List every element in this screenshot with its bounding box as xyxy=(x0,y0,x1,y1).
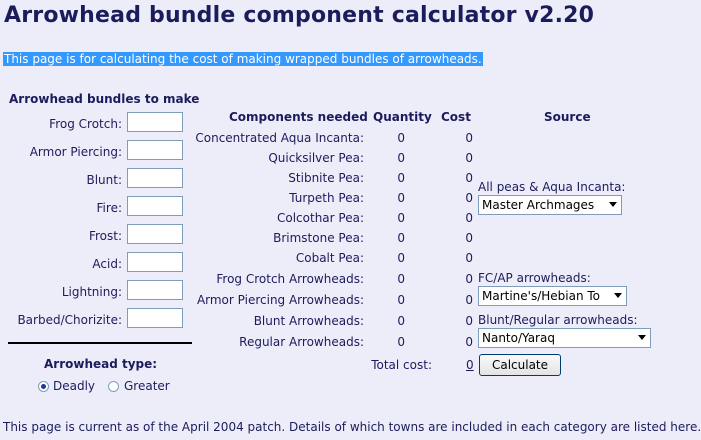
peas-source-label: All peas & Aqua Incanta: xyxy=(478,180,626,194)
frost-input[interactable] xyxy=(127,224,183,244)
component-name: Colcothar Pea: xyxy=(277,211,364,225)
footer-note xyxy=(3,420,701,434)
component-quantity: 0 xyxy=(397,231,405,245)
bundle-label-lightning: Lightning: xyxy=(61,285,122,299)
component-name: Brimstone Pea: xyxy=(273,231,364,245)
armor-piercing-input[interactable] xyxy=(127,140,183,160)
component-quantity: 0 xyxy=(397,191,405,205)
bundle-label-frog-crotch: Frog Crotch: xyxy=(49,117,122,131)
component-cost: 0 xyxy=(465,231,473,245)
component-cost: 0 xyxy=(465,131,473,145)
component-cost: 0 xyxy=(465,251,473,265)
peas-source-value: Master Archmages xyxy=(482,198,595,212)
component-quantity: 0 xyxy=(397,335,405,349)
greater-radio[interactable] xyxy=(108,381,119,392)
chevron-down-icon xyxy=(609,202,617,207)
component-quantity: 0 xyxy=(397,211,405,225)
component-name: Stibnite Pea: xyxy=(288,171,364,185)
total-cost-value[interactable]: 0 xyxy=(466,358,474,372)
arrowhead-type-heading: Arrowhead type: xyxy=(44,357,158,371)
blunt-input[interactable] xyxy=(127,168,183,188)
component-name: Frog Crotch Arrowheads: xyxy=(216,272,364,286)
bundle-label-blunt: Blunt: xyxy=(86,173,122,187)
footer-here-link[interactable]: here xyxy=(670,420,698,434)
bundle-label-barbed-chorizite: Barbed/Chorizite: xyxy=(17,313,122,327)
components-header: Components needed xyxy=(229,110,368,124)
deadly-radio-label[interactable]: Deadly xyxy=(53,379,96,393)
bundle-label-acid: Acid: xyxy=(92,257,122,271)
bundles-heading: Arrowhead bundles to make xyxy=(9,92,200,106)
component-name: Turpeth Pea: xyxy=(289,191,364,205)
component-name: Blunt Arrowheads: xyxy=(253,314,364,328)
footer-text: This page is current as of the April 2004 patch. Details of which towns are included in each category are listed xyxy=(3,420,671,434)
source-header: Source xyxy=(544,110,591,124)
quantity-header: Quantity xyxy=(373,110,432,124)
component-name: Armor Piercing Arrowheads: xyxy=(196,293,364,307)
component-name: Cobalt Pea: xyxy=(295,251,364,265)
fcap-source-label: FC/AP arrowheads: xyxy=(478,271,591,285)
page-title: Arrowhead bundle component calculator v2.20 xyxy=(4,3,595,28)
fire-input[interactable] xyxy=(127,196,183,216)
component-cost: 0 xyxy=(465,211,473,225)
component-quantity: 0 xyxy=(397,293,405,307)
footer-end: . xyxy=(697,420,701,434)
blunt-source-select[interactable] xyxy=(478,328,651,348)
component-name: Regular Arrowheads: xyxy=(239,335,364,349)
bundle-label-armor-piercing: Armor Piercing: xyxy=(29,145,122,159)
component-cost: 0 xyxy=(465,171,473,185)
component-cost: 0 xyxy=(465,314,473,328)
fcap-source-select[interactable] xyxy=(478,286,627,306)
chevron-down-icon xyxy=(614,293,622,298)
page-subtitle: This page is for calculating the cost of making wrapped bundles of arrowheads. xyxy=(4,52,482,66)
calculate-button[interactable]: Calculate xyxy=(479,354,561,376)
component-quantity: 0 xyxy=(397,131,405,145)
component-quantity: 0 xyxy=(397,171,405,185)
divider xyxy=(8,342,192,344)
blunt-source-value: Nanto/Yaraq xyxy=(482,331,555,345)
greater-radio-label[interactable]: Greater xyxy=(124,379,170,393)
acid-input[interactable] xyxy=(127,252,183,272)
component-cost: 0 xyxy=(465,335,473,349)
component-cost: 0 xyxy=(465,191,473,205)
bundle-label-frost: Frost: xyxy=(88,229,122,243)
peas-source-select[interactable] xyxy=(478,195,622,215)
component-name: Concentrated Aqua Incanta: xyxy=(195,131,364,145)
frog-crotch-input[interactable] xyxy=(127,112,183,132)
component-quantity: 0 xyxy=(397,151,405,165)
component-cost: 0 xyxy=(465,293,473,307)
component-name: Quicksilver Pea: xyxy=(268,151,364,165)
total-cost-label: Total cost: xyxy=(371,358,432,372)
bundle-label-fire: Fire: xyxy=(96,201,122,215)
deadly-radio[interactable] xyxy=(38,381,49,392)
fcap-source-value: Martine's/Hebian To xyxy=(482,289,601,303)
chevron-down-icon xyxy=(638,335,646,340)
cost-header: Cost xyxy=(441,110,471,124)
component-cost: 0 xyxy=(465,272,473,286)
component-quantity: 0 xyxy=(397,314,405,328)
component-quantity: 0 xyxy=(397,272,405,286)
component-quantity: 0 xyxy=(397,251,405,265)
lightning-input[interactable] xyxy=(127,280,183,300)
component-cost: 0 xyxy=(465,151,473,165)
blunt-source-label: Blunt/Regular arrowheads: xyxy=(478,313,638,327)
barbed-chorizite-input[interactable] xyxy=(127,308,183,328)
